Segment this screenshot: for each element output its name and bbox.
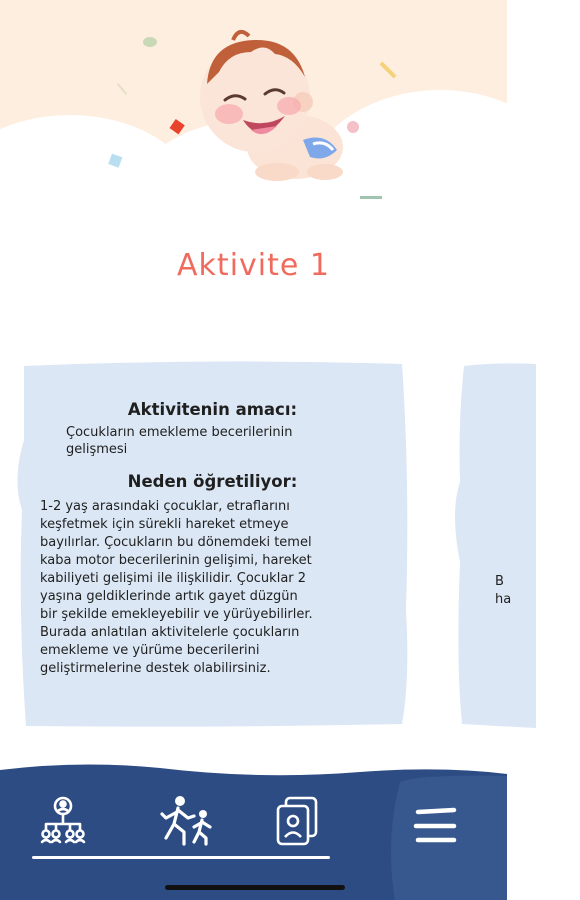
goal-text-line: Çocukların emekleme becerilerinin (66, 425, 293, 440)
home-indicator (165, 885, 345, 890)
active-tab-indicator (32, 856, 330, 859)
header-illustration (0, 0, 507, 230)
menu-icon (408, 802, 462, 850)
goal-text-line: gelişmesi (66, 442, 128, 457)
activity-card (14, 360, 414, 730)
why-text-line: keşfetmek için sürekli hareket etmeye (40, 517, 289, 532)
next-card-text (495, 573, 511, 609)
why-text (40, 498, 385, 678)
why-text-line: kabiliyeti gelişimi ile ilişkilidir. Çocuklar 2 (40, 571, 307, 586)
baby-illustration (185, 22, 355, 192)
family-tree-icon (36, 794, 90, 848)
next-card-background (456, 362, 536, 728)
why-text-line: geliştirmelerine destek olabilirsiniz. (40, 661, 271, 676)
goal-text (66, 424, 385, 458)
nav-family-tree-button[interactable] (36, 794, 90, 848)
why-text-line: bayılırlar. Çocukların bu dönemdeki temel (40, 535, 312, 550)
next-card-text-line: ha (495, 592, 512, 607)
nav-menu-button[interactable] (408, 802, 462, 856)
page-title: Aktivite 1 (177, 248, 330, 283)
why-text-line: bir şekilde emekleyebilir ve yürüyebilirler. (40, 607, 313, 622)
card-content (40, 400, 385, 678)
why-text-line: Burada anlatılan aktivitelerle çocukların (40, 625, 300, 640)
why-text-line: kaba motor becerilerinin gelişimi, hareket (40, 553, 312, 568)
goal-heading: Aktivitenin amacı: (127, 400, 298, 419)
cards-icon (272, 794, 326, 848)
next-card-text-line: B (495, 574, 504, 589)
nav-cards-button[interactable] (272, 794, 326, 848)
next-activity-card[interactable] (456, 362, 536, 728)
why-text-line: yaşına geldiklerinde artık gayet düzgün (40, 589, 298, 604)
running-people-icon (158, 794, 216, 848)
why-text-line: emekleme ve yürüme becerilerini (40, 643, 260, 658)
nav-activities-button[interactable] (158, 794, 212, 848)
why-heading: Neden öğretiliyor: (127, 472, 298, 491)
why-text-line: 1-2 yaş arasındaki çocuklar, etraflarını (40, 499, 290, 514)
